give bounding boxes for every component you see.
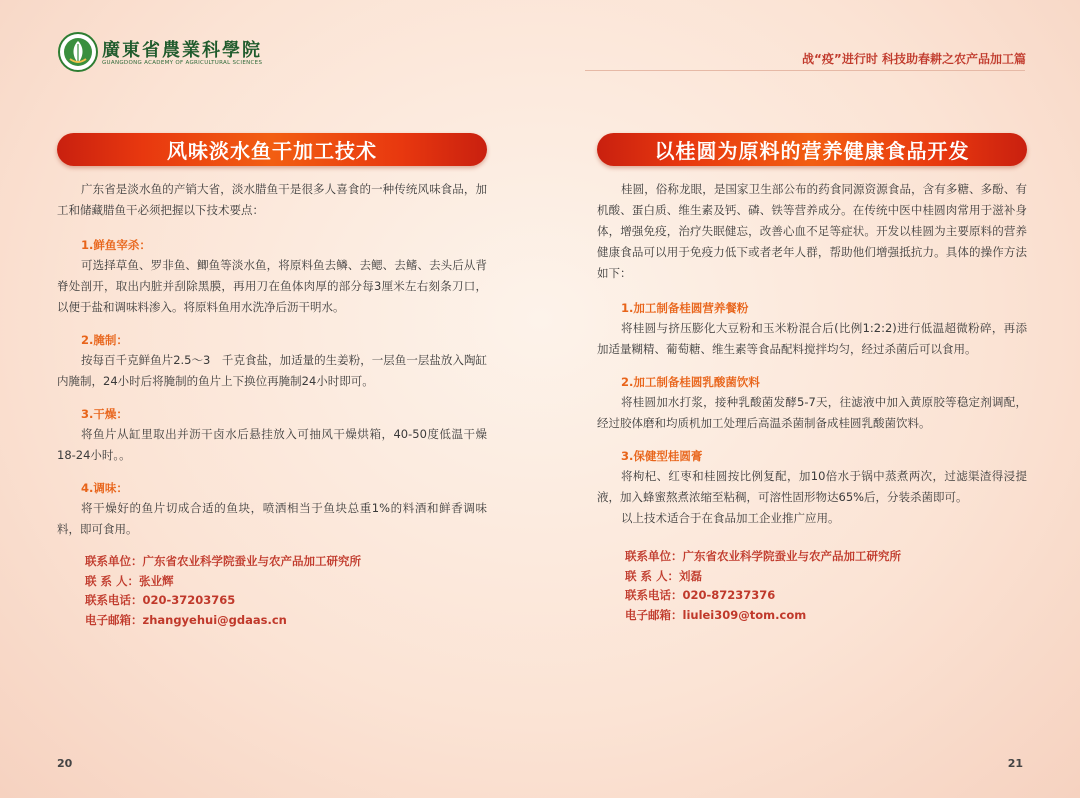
right-section-title: 2.加工制备桂圆乳酸菌饮料 — [621, 375, 760, 389]
page-header — [0, 0, 1080, 70]
left-section-title: 2.腌制： — [81, 333, 128, 347]
left-article — [57, 133, 487, 630]
org-name-cn: 廣東省農業科學院 — [102, 40, 262, 61]
right-section-title: 3.保健型桂圆膏 — [621, 449, 703, 463]
left-section-text: 将鱼片从缸里取出并沥干卤水后悬挂放入可抽风干燥烘箱，40-50度低温干燥18-24小时。。 — [57, 427, 487, 462]
contact-email: 电子邮箱：liulei309@tom.com — [625, 607, 807, 622]
contact-person: 联 系 人：刘磊 — [625, 568, 703, 583]
right-contact-block — [597, 547, 1027, 625]
page-number-right: 21 — [1007, 757, 1023, 770]
left-contact-block — [57, 552, 487, 630]
right-intro: 桂圆，俗称龙眼，是国家卫生部公布的药食同源资源食品，含有多糖、多酚、有机酸、蛋白质、维生素及钙、磷、铁等营养成分。在传统中医中桂圆肉常用于滋补身体，增强免疫，治疗失眠健忘，改善心血不足等症状。开发以桂圆为主要原料的营养健康食品可以用于免疫力低下或者老年人群，帮助他们增强抵抗力。具体的操作方法如下： — [597, 182, 1027, 280]
contact-unit: 联系单位：广东省农业科学院蚕业与农产品加工研究所 — [625, 549, 901, 563]
series-title: 战“疫”进行时 科技助春耕之农产品加工篇 — [802, 52, 1026, 66]
page-number-left: 20 — [57, 757, 73, 770]
right-closing: 以上技术适合于在食品加工企业推广应用。 — [621, 511, 840, 525]
right-article-title: 以桂圆为原料的营养健康食品开发 — [597, 133, 1027, 166]
right-section-text: 将桂圆加水打浆，接种乳酸菌发酵5-7天，往滤液中加入黄原胶等稳定剂调配，经过胶体磨和均质机加工处理后高温杀菌制备成桂圆乳酸菌饮料。 — [597, 395, 1027, 430]
academy-logo-icon — [58, 32, 98, 72]
contact-unit: 联系单位：广东省农业科学院蚕业与农产品加工研究所 — [85, 554, 361, 568]
right-section-title: 1.加工制备桂圆营养餐粉 — [621, 301, 749, 315]
left-intro: 广东省是淡水鱼的产销大省，淡水腊鱼干是很多人喜食的一种传统风味食品，加工和储藏腊鱼干必须把握以下技术要点： — [57, 182, 487, 217]
left-article-title: 风味淡水鱼干加工技术 — [57, 133, 487, 166]
left-section-text: 可选择草鱼、罗非鱼、鲫鱼等淡水鱼，将原料鱼去鳞、去鳃、去鳍、去头后从背脊处剖开，取出内脏并刮除黑膜，再用刀在鱼体肉厚的部分每3厘米左右刻条刀口，以便于盐和调味料渗入。将原料鱼用水洗净后沥干明水。 — [57, 258, 487, 314]
contact-phone: 联系电话：020-87237376 — [625, 588, 776, 602]
left-section-title: 4.调味： — [81, 481, 128, 495]
org-name-en: GUANGDONG ACADEMY OF AGRICULTURAL SCIENCES — [102, 60, 263, 66]
left-article-body — [57, 179, 487, 630]
left-section-title: 1.鲜鱼宰杀： — [81, 238, 151, 252]
left-section-title: 3.干燥： — [81, 407, 128, 421]
right-article — [597, 133, 1027, 625]
left-section-text: 将干燥好的鱼片切成合适的鱼块，喷洒相当于鱼块总重1%的料酒和鲜香调味料，即可食用。 — [57, 501, 487, 536]
contact-email: 电子邮箱：zhangyehui@gdaas.cn — [85, 612, 287, 627]
contact-person: 联 系 人：张业辉 — [85, 573, 174, 588]
contact-phone: 联系电话：020-37203765 — [85, 593, 236, 607]
right-section-text: 将枸杞、红枣和桂圆按比例复配，加10倍水于锅中蒸煮两次，过滤渠渣得浸提液，加入蜂蜜熬煮浓缩至粘稠，可溶性固形物达65%后，分装杀菌即可。 — [597, 469, 1027, 504]
right-article-body — [597, 179, 1027, 625]
left-section-text: 按每百千克鲜鱼片2.5～3 千克食盐，加适量的生姜粉，一层鱼一层盐放入陶缸内腌制，24小时后将腌制的鱼片上下换位再腌制24小时即可。 — [57, 353, 487, 388]
right-section-text: 将桂圆与挤压膨化大豆粉和玉米粉混合后(比例1:2:2)进行低温超微粉碎，再添加适量糊精、葡萄糖、维生素等食品配料搅拌均匀，经过杀菌后可以食用。 — [597, 321, 1027, 356]
header-divider — [585, 70, 1025, 71]
